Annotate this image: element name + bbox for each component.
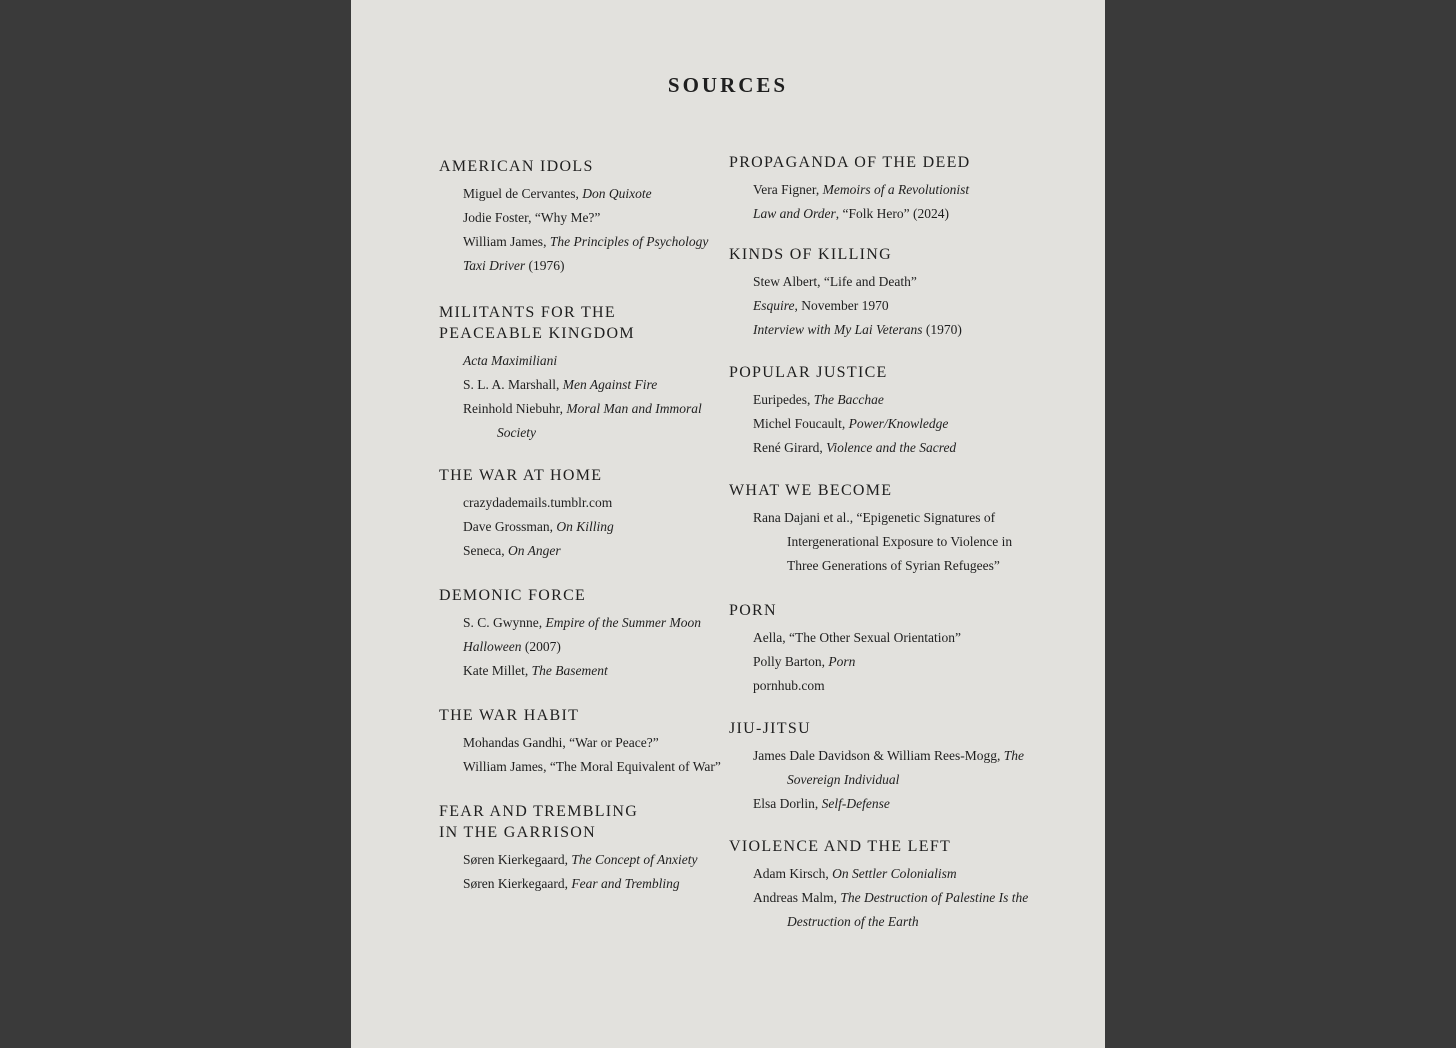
section-heading: FEAR AND TREMBLING IN THE GARRISON <box>439 803 639 841</box>
entry-author: René Girard, <box>753 440 827 455</box>
section-kinds-of-killing <box>729 244 1029 342</box>
entry-work-title: The Principles of Psychology <box>549 234 709 249</box>
section-heading: DEMONIC FORCE <box>439 587 587 604</box>
entry-work-title: Esquire <box>753 298 795 313</box>
section-heading: WHAT WE BECOME <box>729 482 893 499</box>
entry-author: Mohandas Gandhi, “War or Peace?” <box>463 735 659 750</box>
entry-author: Jodie Foster, “Why Me?” <box>463 210 601 225</box>
source-entry <box>753 178 1029 202</box>
entry-author: Søren Kierkegaard, <box>463 852 572 867</box>
entry-work-title: The Bacchae <box>813 392 884 407</box>
section-the-war-habit <box>439 705 739 779</box>
entry-work-title: The Sovereign Individual <box>787 748 1025 787</box>
entry-work-title: Empire of the Summer Moon <box>545 615 701 630</box>
entry-work-title: Power/Knowledge <box>848 416 949 431</box>
entry-author: Andreas Malm, <box>753 890 841 905</box>
entry-list <box>753 862 1029 934</box>
source-entry <box>753 294 1029 318</box>
source-entry <box>463 848 739 872</box>
entry-author: Kate Millet, <box>463 663 532 678</box>
entry-author: Dave Grossman, <box>463 519 557 534</box>
source-entry <box>753 674 1029 698</box>
page-title: SOURCES <box>667 73 789 97</box>
entry-list <box>463 611 739 683</box>
entry-author: Seneca, <box>463 543 508 558</box>
entry-author: Vera Figner, <box>753 182 823 197</box>
entry-author: S. C. Gwynne, <box>463 615 546 630</box>
source-entry <box>463 254 739 278</box>
source-entry <box>753 506 1029 578</box>
entry-work-title: Violence and the Sacred <box>826 440 957 455</box>
source-entry <box>463 491 739 515</box>
entry-author: Aella, “The Other Sexual Orientation” <box>753 630 962 645</box>
section-militants-for-the-peaceable-kingdom <box>439 302 739 445</box>
source-entry <box>753 792 1029 816</box>
source-entry <box>753 744 1029 792</box>
entry-author: Euripedes, <box>753 392 814 407</box>
section-what-we-become <box>729 480 1029 578</box>
source-entry <box>753 862 1029 886</box>
section-fear-and-trembling-in-the-garrison <box>439 801 739 896</box>
entry-author: Rana Dajani et al., “Epigenetic Signatures of Intergenerational Exposure to Violence in Three Generations of Syrian Refugees” <box>753 510 1013 573</box>
entry-work-title: Self-Defense <box>821 796 890 811</box>
source-entry <box>753 412 1029 436</box>
entry-author: Reinhold Niebuhr, <box>463 401 567 416</box>
entry-list <box>753 270 1029 342</box>
source-entry <box>463 230 739 254</box>
right-column <box>729 152 1029 958</box>
entry-author: William James, “The Moral Equivalent of War” <box>463 759 721 774</box>
entry-work-title: On Killing <box>556 519 614 534</box>
source-entry <box>463 872 739 896</box>
entry-list <box>463 491 739 563</box>
entry-list <box>753 388 1029 460</box>
entry-work-title: Taxi Driver <box>463 258 526 273</box>
source-entry <box>463 635 739 659</box>
source-entry <box>463 611 739 635</box>
section-heading: KINDS OF KILLING <box>729 246 893 263</box>
section-heading: THE WAR AT HOME <box>439 467 603 484</box>
entry-author: S. L. A. Marshall, <box>463 377 563 392</box>
entry-author: William James, <box>463 234 550 249</box>
source-entry <box>463 206 739 230</box>
source-entry <box>463 659 739 683</box>
entry-list <box>463 848 739 896</box>
entry-work-title: Moral Man and Immoral Society <box>497 401 702 440</box>
section-heading: PORN <box>729 602 777 619</box>
source-entry <box>463 539 739 563</box>
section-demonic-force <box>439 585 739 683</box>
source-entry <box>463 373 739 397</box>
entry-detail: (2007) <box>521 639 561 654</box>
entry-list <box>463 731 739 779</box>
section-american-idols <box>439 156 739 278</box>
entry-work-title: Fear and Trembling <box>571 876 680 891</box>
section-heading: PROPAGANDA OF THE DEED <box>729 154 971 171</box>
source-entry <box>753 436 1029 460</box>
entry-work-title: Men Against Fire <box>562 377 658 392</box>
source-entry <box>463 182 739 206</box>
entry-work-title: The Basement <box>531 663 608 678</box>
entry-work-title: Acta Maximiliani <box>463 353 558 368</box>
entry-work-title: Halloween <box>463 639 522 654</box>
entry-work-title: The Destruction of Palestine Is the Destruction of the Earth <box>787 890 1029 929</box>
entry-work-title: On Settler Colonialism <box>832 866 957 881</box>
source-entry <box>753 202 1029 226</box>
source-entry <box>753 650 1029 674</box>
source-entry <box>463 349 739 373</box>
source-entry <box>753 886 1029 934</box>
document-page <box>351 0 1105 1048</box>
entry-work-title: The Concept of Anxiety <box>571 852 698 867</box>
source-entry <box>753 270 1029 294</box>
entry-list <box>463 182 739 278</box>
section-propaganda-of-the-deed <box>729 152 1029 226</box>
section-porn <box>729 600 1029 698</box>
entry-list <box>753 506 1029 578</box>
entry-list <box>753 626 1029 698</box>
entry-work-title: Law and Order <box>753 206 836 221</box>
entry-author: pornhub.com <box>753 678 825 693</box>
section-heading: VIOLENCE AND THE LEFT <box>729 838 952 855</box>
entry-detail: , November 1970 <box>794 298 889 313</box>
source-entry <box>753 388 1029 412</box>
section-heading: AMERICAN IDOLS <box>439 158 594 175</box>
entry-author: Adam Kirsch, <box>753 866 833 881</box>
entry-list <box>753 178 1029 226</box>
entry-author: Elsa Dorlin, <box>753 796 822 811</box>
source-entry <box>463 515 739 539</box>
source-entry <box>463 755 739 779</box>
section-heading: JIU-JITSU <box>729 720 811 737</box>
entry-author: Miguel de Cervantes, <box>463 186 583 201</box>
entry-author: Stew Albert, “Life and Death” <box>753 274 917 289</box>
entry-work-title: Interview with My Lai Veterans <box>753 322 923 337</box>
entry-author: Søren Kierkegaard, <box>463 876 572 891</box>
section-heading: THE WAR HABIT <box>439 707 580 724</box>
entry-author: Michel Foucault, <box>753 416 849 431</box>
left-column <box>439 156 739 920</box>
section-jiu-jitsu <box>729 718 1029 816</box>
entry-list <box>753 744 1029 816</box>
section-violence-and-the-left <box>729 836 1029 934</box>
entry-work-title: Porn <box>828 654 856 669</box>
entry-detail: (1976) <box>525 258 565 273</box>
entry-detail: , “Folk Hero” (2024) <box>835 206 949 221</box>
source-entry <box>753 318 1029 342</box>
entry-author: crazydademails.tumblr.com <box>463 495 613 510</box>
section-the-war-at-home <box>439 465 739 563</box>
section-heading: POPULAR JUSTICE <box>729 364 888 381</box>
section-heading: MILITANTS FOR THE PEACEABLE KINGDOM <box>439 304 635 342</box>
entry-work-title: Memoirs of a Revolutionist <box>822 182 970 197</box>
entry-author: Polly Barton, <box>753 654 829 669</box>
entry-work-title: On Anger <box>507 543 561 558</box>
source-entry <box>753 626 1029 650</box>
entry-list <box>463 349 739 445</box>
entry-author: James Dale Davidson & William Rees-Mogg, <box>753 748 1004 763</box>
source-entry <box>463 731 739 755</box>
entry-detail: (1970) <box>922 322 962 337</box>
source-entry <box>463 397 739 445</box>
section-popular-justice <box>729 362 1029 460</box>
entry-work-title: Don Quixote <box>582 186 652 201</box>
